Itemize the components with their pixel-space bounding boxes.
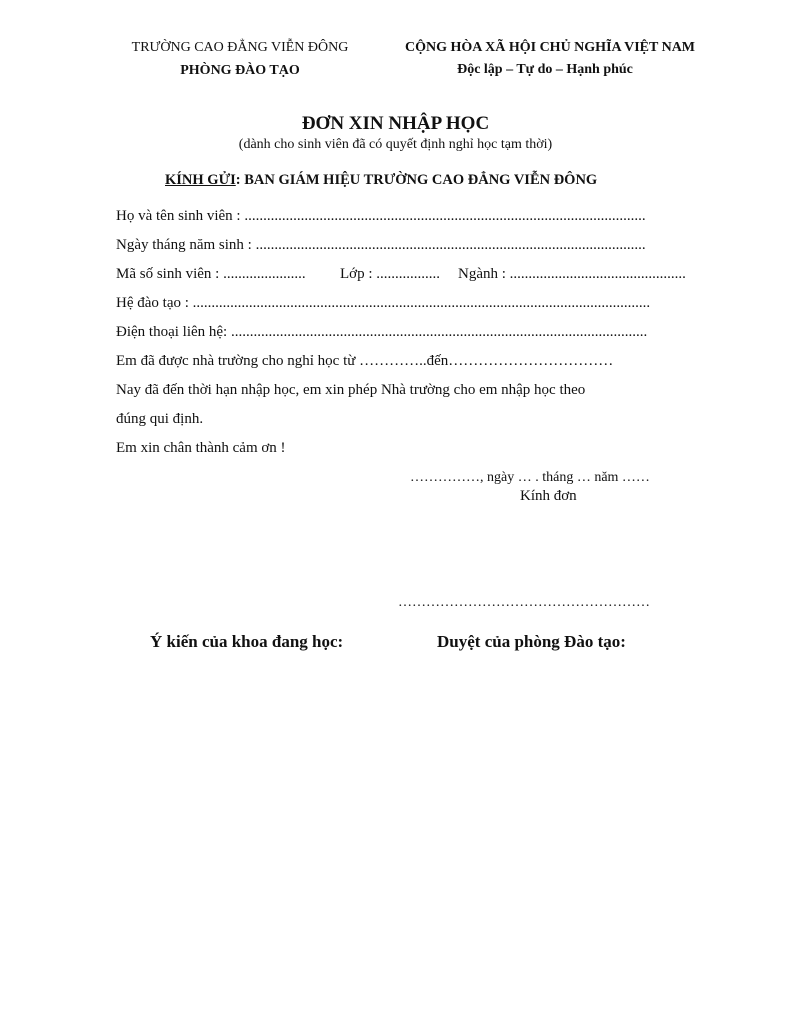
recipient-label: KÍNH GỬI xyxy=(165,172,236,188)
leave-period-line: Em đã được nhà trường cho nghỉ học từ …………..đến…………………………… xyxy=(116,353,614,369)
faculty-opinion-heading: Ý kiến của khoa đang học: xyxy=(150,632,344,651)
form-title: ĐƠN XIN NHẬP HỌC xyxy=(301,113,490,134)
signature-line: ……………………………………………… xyxy=(398,595,650,610)
school-name: TRƯỜNG CAO ĐẲNG VIỄN ĐÔNG xyxy=(131,40,349,55)
phone-field: Điện thoại liên hệ: ............................................................................................................... xyxy=(116,324,648,340)
program-field: Hệ đào tạo : .......................................................................................................................... xyxy=(116,295,651,311)
class-field: Lớp : ................. xyxy=(340,266,441,282)
student-name-field: Họ và tên sinh viên : ........................................................................................................... xyxy=(116,208,646,224)
recipient-line xyxy=(165,172,597,189)
training-approval-heading: Duyệt của phòng Đào tạo: xyxy=(437,632,626,651)
date-of-birth-field: Ngày tháng năm sinh : ........................................................................................................ xyxy=(116,237,646,253)
request-line-2: đúng qui định. xyxy=(116,411,204,427)
thanks-line: Em xin chân thành cảm ơn ! xyxy=(116,440,286,456)
student-id-field: Mã số sinh viên : ...................... xyxy=(116,266,306,282)
form-subtitle: (dành cho sinh viên đã có quyết định nghỉ học tạm thời) xyxy=(238,137,553,152)
recipient-name: : BAN GIÁM HIỆU TRƯỜNG CAO ĐẲNG VIỄN ĐÔNG xyxy=(235,172,598,188)
request-line-1: Nay đã đến thời hạn nhập học, em xin phép Nhà trường cho em nhập học theo xyxy=(116,382,586,398)
major-field: Ngành : ............................................... xyxy=(458,266,686,282)
date-line: ……………, ngày … . tháng … năm …… xyxy=(410,470,650,485)
department-name: PHÒNG ĐÀO TẠO xyxy=(180,63,300,78)
republic-heading: CỘNG HÒA XÃ HỘI CHỦ NGHĨA VIỆT NAM xyxy=(405,40,696,55)
signature-label: Kính đơn xyxy=(520,488,577,504)
national-motto: Độc lập – Tự do – Hạnh phúc xyxy=(457,62,633,77)
